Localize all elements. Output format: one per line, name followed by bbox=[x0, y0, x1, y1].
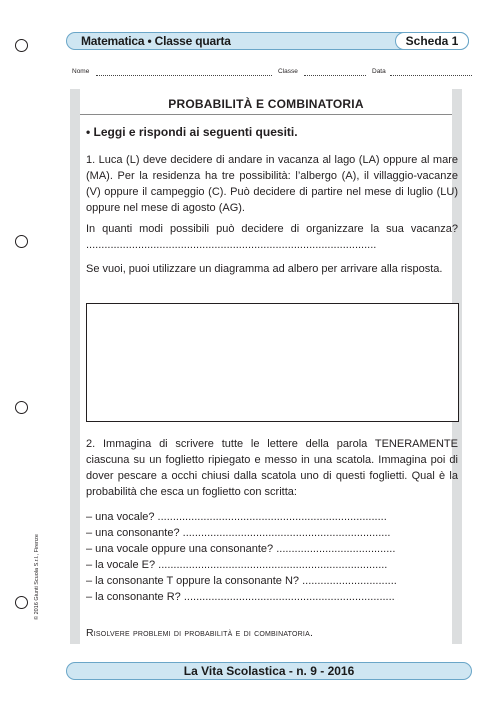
answer-line-vowel: – una vocale? ........................................................................... bbox=[86, 511, 387, 523]
answer-line-vowel-e: – la vocale E? ........................................................................... bbox=[86, 559, 388, 571]
binder-hole bbox=[15, 401, 28, 414]
footer-bar bbox=[66, 662, 472, 680]
answer-line-consonant: – una consonante? .................................................................... bbox=[86, 527, 391, 539]
question-2-text: 2. Immagina di scrivere tutte le lettere della parola TENERAMENTE ciascuna su un foglietto ripiegato e messo in una scatola. Immagina poi di dover pescare a occhi chiusi dalla scatola uno di questi foglietti. Qual è la probabilità che esca un foglietto con scritta: bbox=[86, 438, 458, 498]
question-1-prompt: In quanti modi possibili può decidere di organizzare la sua vacanza? ............................................................................................... bbox=[86, 223, 458, 251]
title-divider bbox=[80, 114, 452, 115]
date-label: Data bbox=[372, 68, 386, 75]
header-bar bbox=[66, 32, 469, 50]
subject-title: Matematica • Classe quarta bbox=[81, 34, 231, 48]
class-field[interactable] bbox=[304, 69, 366, 76]
tree-diagram-answer-box[interactable] bbox=[86, 303, 459, 422]
instruction: • Leggi e rispondi ai seguenti quesiti. bbox=[86, 125, 298, 139]
answer-line-r: – la consonante R? ..................................................................... bbox=[86, 591, 395, 603]
copyright-notice: © 2016 Giunti Scuola S.r.l., Firenze bbox=[34, 534, 40, 620]
question-1-hint: Se vuoi, puoi utilizzare un diagramma ad albero per arrivare alla risposta. bbox=[86, 263, 443, 275]
binder-hole bbox=[15, 596, 28, 609]
learning-objective: Risolvere problemi di probabilità e di combinatoria. bbox=[86, 627, 314, 639]
footer-publication: La Vita Scolastica - n. 9 - 2016 bbox=[183, 664, 355, 678]
answer-line-t-or-n: – la consonante T oppure la consonante N? ............................... bbox=[86, 575, 397, 587]
binder-hole bbox=[15, 39, 28, 52]
sheet-badge bbox=[395, 32, 469, 50]
binder-hole bbox=[15, 235, 28, 248]
name-label: Nome bbox=[72, 68, 90, 75]
class-label: Classe bbox=[278, 68, 298, 75]
student-info-line bbox=[72, 68, 472, 78]
answer-line-vowel-or-consonant: – una vocale oppure una consonante? ....................................... bbox=[86, 543, 396, 555]
date-field[interactable] bbox=[390, 69, 472, 76]
worksheet-title: PROBABILITÀ E COMBINATORIA bbox=[168, 97, 364, 111]
question-1-text: 1. Luca (L) deve decidere di andare in vacanza al lago (LA) oppure al mare (MA). Per la residenza ha tre possibilità: l’albergo (A), il villaggio-vacanze (V) oppure il campeggio (C). Può decidere di partire nel mese di luglio (LU) oppure nel mese di agosto (AG). bbox=[86, 154, 458, 214]
name-field[interactable] bbox=[96, 69, 272, 76]
sheet-label: Scheda 1 bbox=[405, 34, 459, 48]
